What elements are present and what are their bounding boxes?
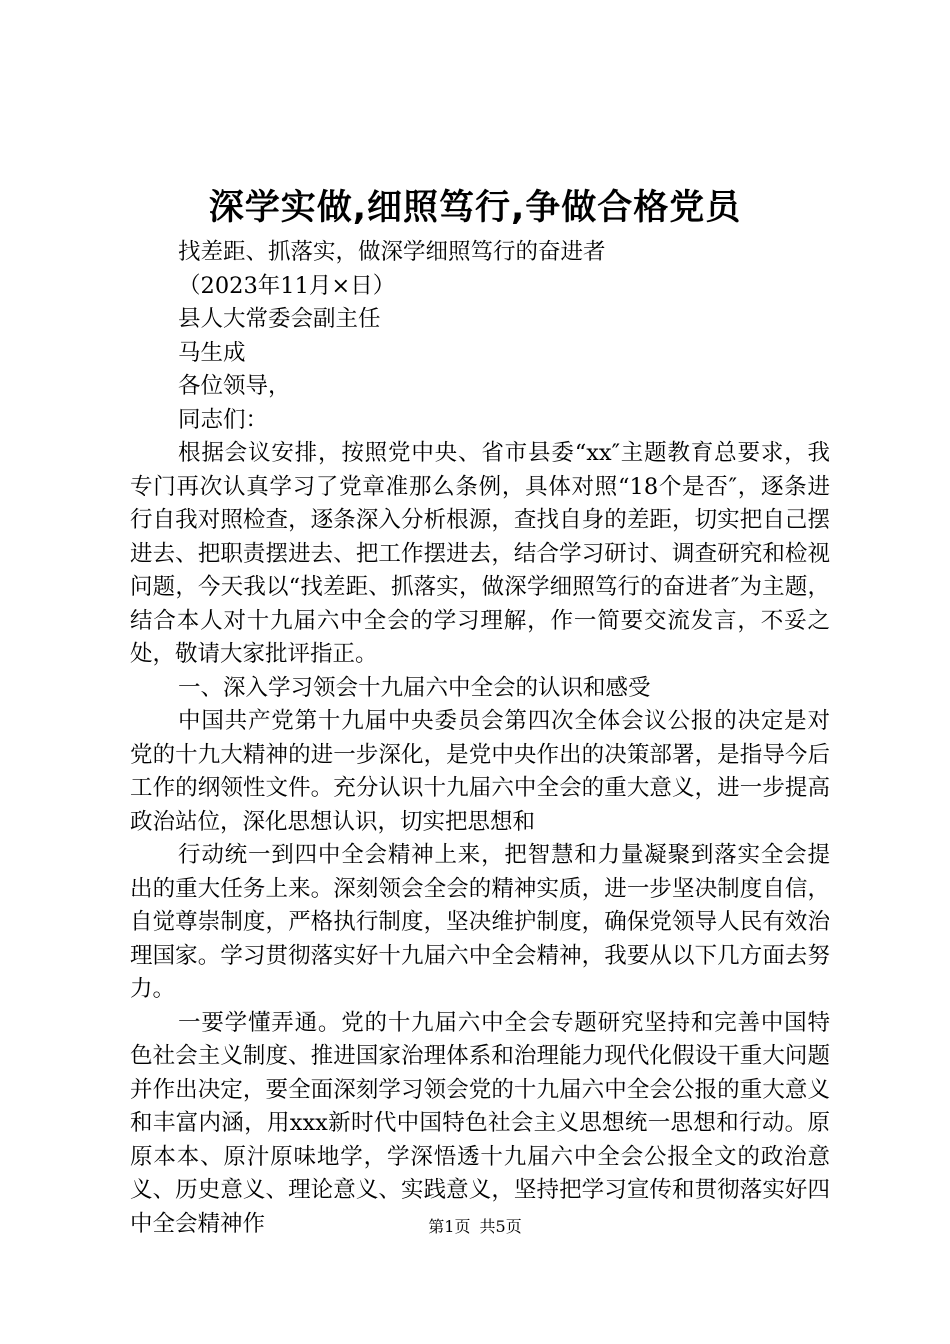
speech-date: （2023年11月×日） — [178, 272, 396, 299]
speech-subtitle: 找差距、抓落实，做深学细照笃行的奋进者 — [178, 239, 606, 265]
paragraph-body: 行动统一到四中全会精神上来，把智慧和力量凝聚到落实全会提出的重大任务上来。深刻领会全会的精神实质，进一步坚决制度自信，自觉尊崇制度，严格执行制度，坚决维护制度，确保党领导人民有效治理国家。学习贯彻落实好十九届六中全会精神，我要从以下几方面去努力。 — [130, 842, 830, 1002]
speaker-name: 马生成 — [178, 339, 246, 366]
greeting-leaders: 各位领导， — [178, 373, 291, 399]
paragraph-intro: 根据会议安排，按照党中央、省市县委“xx″主题教育总要求，我专门再次认真学习了党章准那么条例，具体对照“18个是否″，逐条进行自我对照检查，逐条深入分析根源，查找自身的差距，切实把自己摆进去、把职责摆进去、把工作摆进去，结合学习研讨、调查研究和检视问题，今天我以“找差距、抓落实，做深学细照笃行的奋进者″为主题，结合本人对十九届六中全会的学习理解，作一简要交流发言，不妥之处，敬请大家批评指正。 — [130, 440, 830, 667]
paragraph-body: 中国共产党第十九届中央委员会第四次全体会议公报的决定是对党的十九大精神的进一步深化，是党中央作出的决策部署，是指导今后工作的纲领性文件。充分认识十九届六中全会的重大意义，进一步提高政治站位，深化思想认识，切实把思想和 — [130, 708, 830, 835]
document-body — [130, 236, 830, 1241]
paragraph-body: 一要学懂弄通。党的十九届六中全会专题研究坚持和完善中国特色社会主义制度、推进国家治理体系和治理能力现代化假设干重大问题并作出决定，要全面深刻学习领会党的十九届六中全会公报的重大意义和丰富内涵，用xxx新时代中国特色社会主义思想统一思想和行动。原原本本、原汁原味地学，学深悟透十九届六中全会公报全文的政治意义、历史意义、理论意义、实践意义，坚持把学习宣传和贯彻落实好四中全会精神作 — [130, 1009, 830, 1237]
speaker-position: 县人大常委会副主任 — [178, 306, 381, 332]
greeting-comrades: 同志们： — [178, 406, 269, 433]
document-title: 深学实做,细照笃行,争做合格党员 — [208, 188, 742, 228]
section-heading: 一、深入学习领会十九届六中全会的认识和感受 — [178, 674, 651, 701]
page-number: 第1页 共5页 — [428, 1217, 522, 1236]
